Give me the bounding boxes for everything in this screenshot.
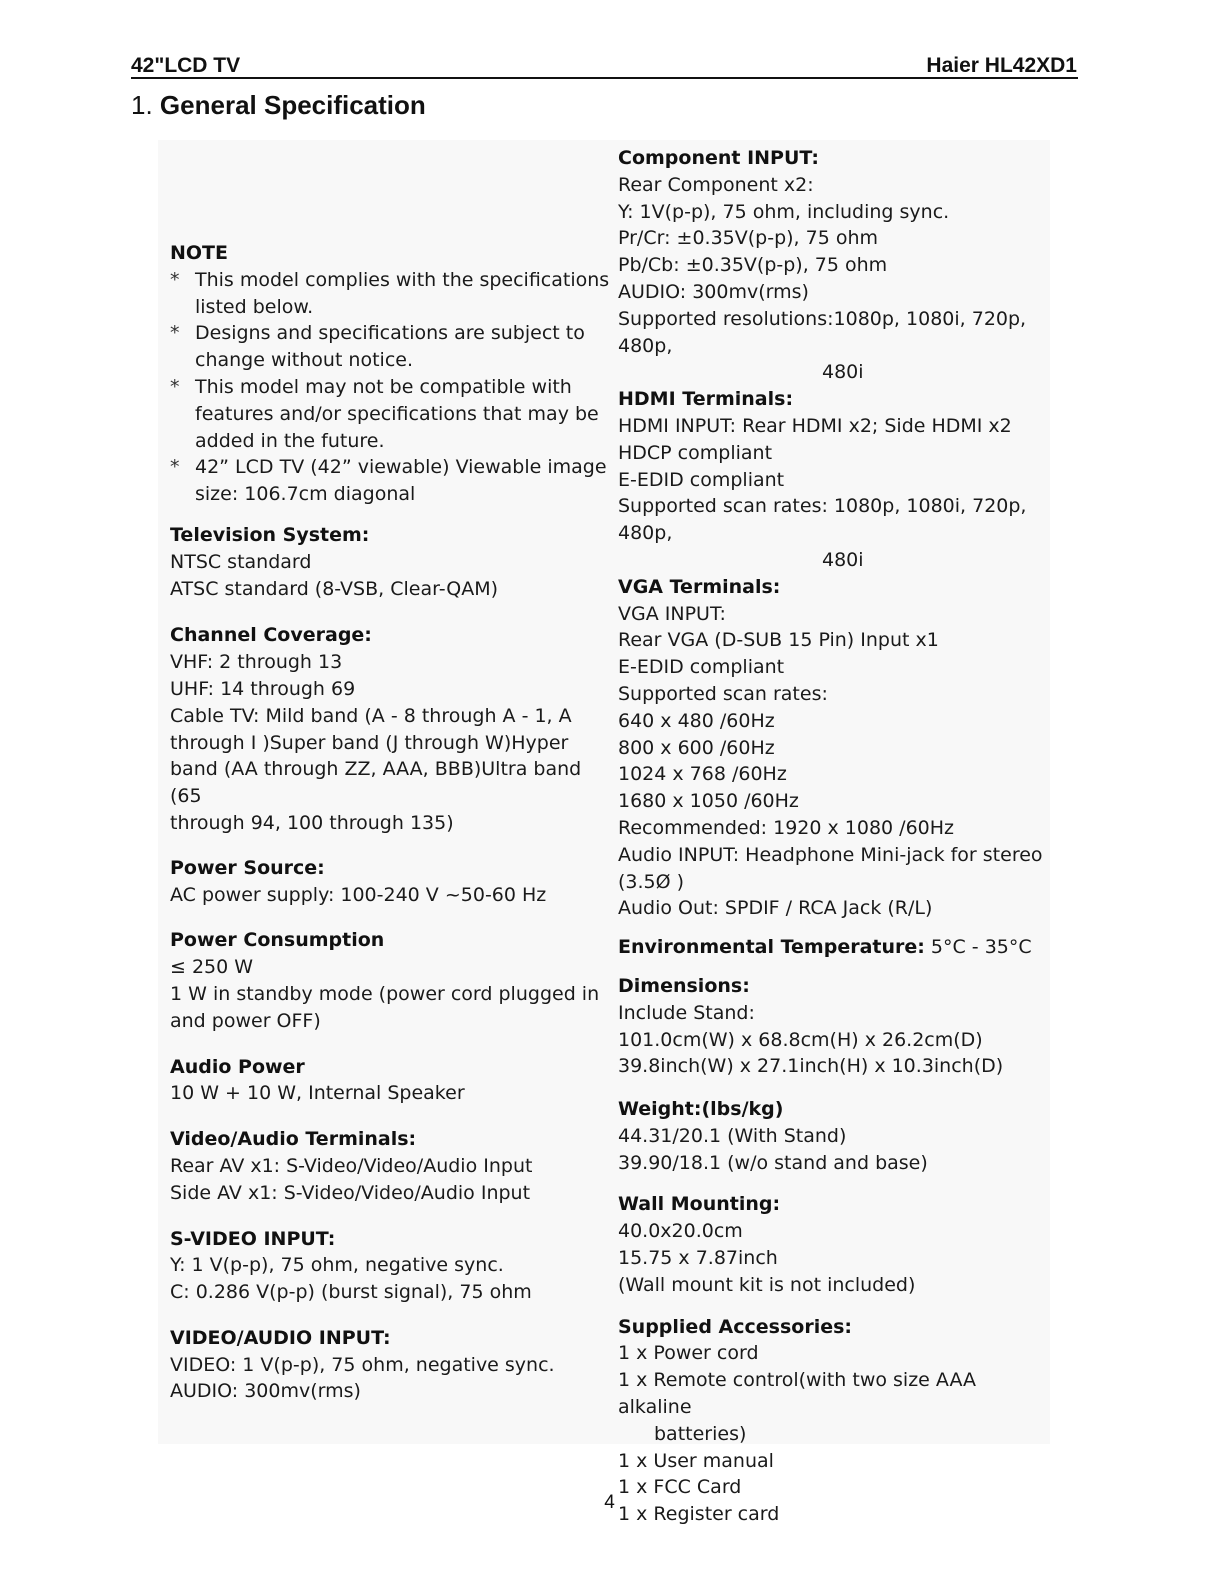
spec-line: through I )Super band (J through W)Hyper (170, 731, 569, 754)
spec-line: Recommended: 1920 x 1080 /60Hz (618, 816, 955, 839)
spec-line: 39.8inch(W) x 27.1inch(H) x 10.3inch(D) (618, 1055, 1004, 1078)
note-item (170, 374, 610, 454)
wall-mounting-section (618, 1191, 1050, 1298)
spec-line: 1 x Register card (618, 1503, 780, 1526)
spec-line: 15.75 x 7.87inch (618, 1247, 778, 1270)
spec-line: 1680 x 1050 /60Hz (618, 790, 799, 813)
note-bullet: * (170, 268, 180, 291)
power-source-heading: Power Source: (170, 856, 325, 879)
spec-line: (Wall mount kit is not included) (618, 1273, 916, 1296)
svideo-heading: S-VIDEO INPUT: (170, 1227, 336, 1250)
spec-line: 1 W in standby mode (power cord plugged in (170, 982, 600, 1005)
note-line: 42” LCD TV (42” viewable) Viewable image (195, 456, 607, 479)
spec-line: 39.90/18.1 (w/o stand and base) (618, 1151, 928, 1174)
spec-line: Pr/Cr: ±0.35V(p-p), 75 ohm (618, 227, 879, 250)
spec-line: Y: 1 V(p-p), 75 ohm, negative sync. (170, 1254, 504, 1277)
weight-heading: Weight:(lbs/kg) (618, 1098, 784, 1121)
spec-line: ≤ 250 W (170, 956, 254, 979)
spec-line: HDMI INPUT: Rear HDMI x2; Side HDMI x2 (618, 414, 1012, 437)
spec-line: Supported resolutions:1080p, 1080i, 720p, 480p, (618, 307, 1027, 357)
spec-line: Audio INPUT: Headphone Mini-jack for stereo (618, 843, 1043, 866)
page-title (131, 90, 426, 121)
spec-line: Audio Out: SPDIF / RCA Jack (R/L) (618, 897, 933, 920)
spec-line: 44.31/20.1 (With Stand) (618, 1124, 847, 1147)
note-line: listed below. (195, 295, 314, 318)
env-temp-value: 5°C - 35°C (924, 936, 1032, 959)
wall-mounting-heading: Wall Mounting: (618, 1193, 781, 1216)
spec-line: 1 x Power cord (618, 1342, 759, 1365)
tv-system-section (170, 522, 610, 602)
note-line: features and/or specifications that may be (195, 402, 599, 425)
spec-line: band (AA through ZZ, AAA, BBB)Ultra band (65 (170, 758, 582, 808)
spec-line: Rear AV x1: S-Video/Video/Audio Input (170, 1154, 533, 1177)
spec-line: Include Stand: (618, 1001, 755, 1024)
spec-line: HDCP compliant (618, 441, 773, 464)
spec-line: AC power supply: 100-240 V ~50-60 Hz (170, 883, 547, 906)
note-item (170, 320, 610, 374)
power-consumption-section (170, 927, 610, 1034)
audio-power-section (170, 1054, 610, 1108)
spec-line: AUDIO: 300mv(rms) (170, 1380, 361, 1403)
env-temp-section (618, 934, 1050, 961)
spec-line: 101.0cm(W) x 68.8cm(H) x 26.2cm(D) (618, 1028, 983, 1051)
spec-line: AUDIO: 300mv(rms) (618, 280, 809, 303)
va-input-heading: VIDEO/AUDIO INPUT: (170, 1326, 391, 1349)
note-line: This model may not be compatible with (195, 375, 572, 398)
spec-line: 480i (822, 548, 864, 571)
spec-line: Rear VGA (D-SUB 15 Pin) Input x1 (618, 629, 939, 652)
hdmi-section (618, 386, 1050, 574)
spec-line: E-EDID compliant (618, 468, 785, 491)
spec-line: 10 W + 10 W, Internal Speaker (170, 1082, 465, 1105)
spec-line: ATSC standard (8-VSB, Clear-QAM) (170, 577, 499, 600)
spec-line: batteries) (654, 1422, 747, 1445)
note-heading: NOTE (170, 242, 228, 264)
spec-line: Rear Component x2: (618, 173, 814, 196)
spec-line: 40.0x20.0cm (618, 1220, 743, 1243)
tv-system-heading: Television System: (170, 523, 370, 546)
title-text: General Specification (159, 90, 426, 120)
note-bullet: * (170, 456, 180, 479)
spec-panel (158, 140, 1050, 1526)
spec-line: VIDEO: 1 V(p-p), 75 ohm, negative sync. (170, 1353, 555, 1376)
env-temp-heading: Environmental Temperature: (618, 936, 925, 959)
spec-line: 640 x 480 /60Hz (618, 709, 775, 732)
va-input-section (170, 1325, 610, 1405)
note-line: size: 106.7cm diagonal (195, 483, 416, 506)
spec-line: Supported scan rates: (618, 682, 828, 705)
channel-section (170, 622, 610, 836)
spec-line: (3.5Ø ) (618, 870, 685, 893)
note-line: This model complies with the specifications (195, 268, 610, 291)
weight-section (618, 1096, 1050, 1176)
vga-heading: VGA Terminals: (618, 575, 781, 598)
spec-line: Y: 1V(p-p), 75 ohm, including sync. (618, 200, 950, 223)
note-line: change without notice. (195, 349, 413, 372)
dimensions-heading: Dimensions: (618, 974, 750, 997)
spec-line: 1 x User manual (618, 1449, 774, 1472)
note-item (170, 267, 610, 321)
spec-line: Cable TV: Mild band (A - 8 through A - 1, A (170, 704, 572, 727)
spec-line: and power OFF) (170, 1009, 321, 1032)
va-terminals-heading: Video/Audio Terminals: (170, 1128, 417, 1151)
power-consumption-heading: Power Consumption (170, 929, 385, 952)
channel-heading: Channel Coverage: (170, 624, 372, 647)
accessories-heading: Supplied Accessories: (618, 1315, 853, 1338)
spec-line: 800 x 600 /60Hz (618, 736, 775, 759)
hdmi-heading: HDMI Terminals: (618, 388, 794, 411)
spec-line: VGA INPUT: (618, 602, 726, 625)
spec-line: C: 0.286 V(p-p) (burst signal), 75 ohm (170, 1281, 532, 1304)
page-number: 4 (604, 1492, 615, 1513)
spec-column-left (170, 240, 610, 1405)
vga-section (618, 574, 1050, 922)
spec-line: 1 x Remote control(with two size AAA alkaline (618, 1369, 976, 1419)
dimensions-section (618, 973, 1050, 1080)
spec-line: E-EDID compliant (618, 656, 785, 679)
spec-line: Supported scan rates: 1080p, 1080i, 720p, 480p, (618, 495, 1027, 545)
note-bullet: * (170, 322, 180, 345)
spec-line: Pb/Cb: ±0.35V(p-p), 75 ohm (618, 254, 888, 277)
title-number: 1. (131, 90, 153, 120)
spec-column-right (618, 145, 1050, 1528)
note-item (170, 454, 610, 508)
spec-line: through 94, 100 through 135) (170, 811, 454, 834)
svideo-section (170, 1226, 610, 1306)
note-section (170, 240, 610, 508)
header-left: 42"LCD TV (131, 54, 241, 77)
header-right: Haier HL42XD1 (926, 54, 1077, 77)
note-line: Designs and specifications are subject to (195, 322, 585, 345)
header-rule (131, 77, 1078, 79)
component-section (618, 145, 1050, 386)
spec-line: VHF: 2 through 13 (170, 651, 343, 674)
spec-line: 1 x FCC Card (618, 1476, 742, 1499)
note-bullet: * (170, 375, 180, 398)
spec-line: UHF: 14 through 69 (170, 677, 356, 700)
va-terminals-section (170, 1126, 610, 1206)
spec-line: NTSC standard (170, 550, 312, 573)
power-source-section (170, 855, 610, 909)
note-line: added in the future. (195, 429, 385, 452)
spec-line: 480i (822, 361, 864, 384)
component-heading: Component INPUT: (618, 147, 819, 169)
audio-power-heading: Audio Power (170, 1055, 305, 1078)
spec-line: Side AV x1: S-Video/Video/Audio Input (170, 1181, 531, 1204)
spec-line: 1024 x 768 /60Hz (618, 763, 787, 786)
